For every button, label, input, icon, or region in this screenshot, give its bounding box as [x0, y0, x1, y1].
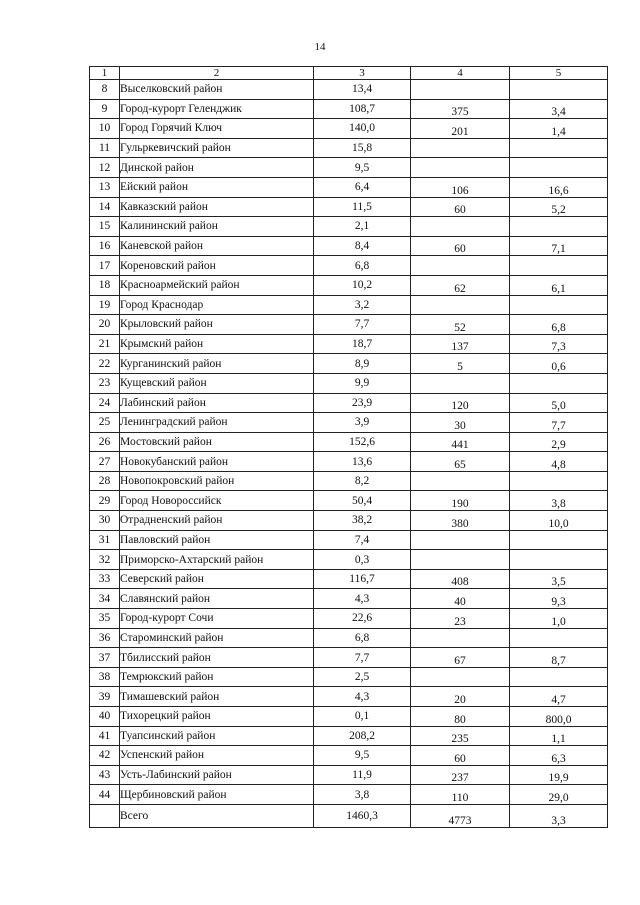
- value-col-3: 4,3: [314, 589, 411, 609]
- district-name: Город-курорт Сочи: [120, 609, 314, 629]
- total-col-4: 4773: [411, 804, 510, 827]
- total-row: [90, 804, 608, 827]
- value-col-5: [510, 471, 608, 491]
- value-col-4: 40: [411, 589, 510, 609]
- value-col-4: [411, 667, 510, 687]
- district-name: Кущевский район: [120, 373, 314, 393]
- value-col-4: [411, 217, 510, 237]
- row-number: 18: [90, 275, 120, 295]
- row-number: 13: [90, 177, 120, 197]
- table-row: [90, 138, 608, 158]
- district-name: Темрюкский район: [120, 667, 314, 687]
- table-row: [90, 648, 608, 668]
- value-col-5: 29,0: [510, 785, 608, 805]
- value-col-4: [411, 471, 510, 491]
- row-number: 39: [90, 687, 120, 707]
- value-col-5: 10,0: [510, 511, 608, 531]
- value-col-4: 408: [411, 569, 510, 589]
- table-header-row: [90, 67, 608, 80]
- value-col-5: [510, 295, 608, 315]
- district-name: Калининский район: [120, 217, 314, 237]
- table-row: [90, 471, 608, 491]
- value-col-3: 116,7: [314, 569, 411, 589]
- district-name: Северский район: [120, 569, 314, 589]
- table-row: [90, 334, 608, 354]
- value-col-4: [411, 530, 510, 550]
- value-col-5: [510, 158, 608, 178]
- value-col-4: 60: [411, 197, 510, 217]
- value-col-5: 4,8: [510, 452, 608, 472]
- table-row: [90, 589, 608, 609]
- district-name: Тимашевский район: [120, 687, 314, 707]
- value-col-4: 20: [411, 687, 510, 707]
- value-col-5: 7,7: [510, 413, 608, 433]
- value-col-4: [411, 550, 510, 570]
- value-col-3: 0,1: [314, 707, 411, 727]
- value-col-4: [411, 138, 510, 158]
- value-col-5: 800,0: [510, 707, 608, 727]
- district-name: Тбилисский район: [120, 648, 314, 668]
- total-label: Всего: [120, 804, 314, 827]
- row-number: 33: [90, 569, 120, 589]
- value-col-4: [411, 373, 510, 393]
- district-name: Новокубанский район: [120, 452, 314, 472]
- column-header-4: 4: [411, 67, 510, 80]
- district-name: Кавказский район: [120, 197, 314, 217]
- row-number: 36: [90, 628, 120, 648]
- value-col-4: 375: [411, 99, 510, 119]
- row-number: 21: [90, 334, 120, 354]
- value-col-5: 19,9: [510, 765, 608, 785]
- district-name: Крыловский район: [120, 315, 314, 335]
- row-number: 30: [90, 511, 120, 531]
- value-col-4: 190: [411, 491, 510, 511]
- value-col-3: 23,9: [314, 393, 411, 413]
- district-name: Тихорецкий район: [120, 707, 314, 727]
- row-number: 9: [90, 99, 120, 119]
- value-col-5: 1,0: [510, 609, 608, 629]
- value-col-3: 3,2: [314, 295, 411, 315]
- value-col-5: 7,3: [510, 334, 608, 354]
- row-number: 26: [90, 432, 120, 452]
- table-row: [90, 99, 608, 119]
- value-col-3: 22,6: [314, 609, 411, 629]
- row-number: 44: [90, 785, 120, 805]
- row-number: 29: [90, 491, 120, 511]
- value-col-5: 3,8: [510, 491, 608, 511]
- row-number: 16: [90, 236, 120, 256]
- value-col-3: 9,5: [314, 158, 411, 178]
- value-col-3: 38,2: [314, 511, 411, 531]
- value-col-3: 8,2: [314, 471, 411, 491]
- district-name: Щербиновский район: [120, 785, 314, 805]
- total-row-number: [90, 804, 120, 827]
- district-name: Город Новороссийск: [120, 491, 314, 511]
- value-col-3: 0,3: [314, 550, 411, 570]
- district-name: Мостовский район: [120, 432, 314, 452]
- value-col-5: 6,3: [510, 746, 608, 766]
- value-col-5: 1,1: [510, 726, 608, 746]
- table-row: [90, 295, 608, 315]
- value-col-5: [510, 80, 608, 100]
- value-col-4: 23: [411, 609, 510, 629]
- row-number: 27: [90, 452, 120, 472]
- district-name: Кореновский район: [120, 256, 314, 276]
- row-number: 40: [90, 707, 120, 727]
- table-row: [90, 354, 608, 374]
- column-header-3: 3: [314, 67, 411, 80]
- district-name: Город Горячий Ключ: [120, 119, 314, 139]
- value-col-4: 110: [411, 785, 510, 805]
- value-col-4: 235: [411, 726, 510, 746]
- table-row: [90, 315, 608, 335]
- table-row: [90, 765, 608, 785]
- value-col-3: 9,9: [314, 373, 411, 393]
- row-number: 15: [90, 217, 120, 237]
- row-number: 10: [90, 119, 120, 139]
- district-name: Туапсинский район: [120, 726, 314, 746]
- value-col-5: 6,1: [510, 275, 608, 295]
- row-number: 23: [90, 373, 120, 393]
- district-name: Крымский район: [120, 334, 314, 354]
- table-row: [90, 432, 608, 452]
- table-row: [90, 667, 608, 687]
- total-col-3: 1460,3: [314, 804, 411, 827]
- value-col-5: [510, 550, 608, 570]
- district-name: Ленинградский район: [120, 413, 314, 433]
- value-col-3: 10,2: [314, 275, 411, 295]
- table-row: [90, 177, 608, 197]
- district-name: Отрадненский район: [120, 511, 314, 531]
- data-table: [89, 66, 608, 828]
- row-number: 12: [90, 158, 120, 178]
- value-col-3: 3,8: [314, 785, 411, 805]
- value-col-4: 380: [411, 511, 510, 531]
- row-number: 17: [90, 256, 120, 276]
- value-col-4: 30: [411, 413, 510, 433]
- value-col-5: 7,1: [510, 236, 608, 256]
- value-col-5: 6,8: [510, 315, 608, 335]
- row-number: 25: [90, 413, 120, 433]
- value-col-5: 1,4: [510, 119, 608, 139]
- table-row: [90, 550, 608, 570]
- table-row: [90, 217, 608, 237]
- district-name: Город-курорт Геленджик: [120, 99, 314, 119]
- table-row: [90, 413, 608, 433]
- value-col-3: 11,9: [314, 765, 411, 785]
- value-col-3: 6,8: [314, 628, 411, 648]
- district-name: Красноармейский район: [120, 275, 314, 295]
- table-row: [90, 530, 608, 550]
- value-col-3: 9,5: [314, 746, 411, 766]
- value-col-4: [411, 628, 510, 648]
- value-col-5: [510, 256, 608, 276]
- value-col-3: 7,4: [314, 530, 411, 550]
- value-col-5: 0,6: [510, 354, 608, 374]
- table-row: [90, 609, 608, 629]
- district-name: Староминский район: [120, 628, 314, 648]
- value-col-3: 3,9: [314, 413, 411, 433]
- value-col-4: 106: [411, 177, 510, 197]
- table-row: [90, 373, 608, 393]
- table-row: [90, 511, 608, 531]
- table-row: [90, 256, 608, 276]
- value-col-4: [411, 80, 510, 100]
- table-row: [90, 785, 608, 805]
- district-name: Успенский район: [120, 746, 314, 766]
- value-col-3: 13,4: [314, 80, 411, 100]
- value-col-3: 18,7: [314, 334, 411, 354]
- value-col-3: 2,1: [314, 217, 411, 237]
- value-col-5: [510, 667, 608, 687]
- row-number: 32: [90, 550, 120, 570]
- table-row: [90, 491, 608, 511]
- value-col-4: 137: [411, 334, 510, 354]
- district-name: Город Краснодар: [120, 295, 314, 315]
- value-col-3: 6,8: [314, 256, 411, 276]
- table-row: [90, 393, 608, 413]
- district-name: Курганинский район: [120, 354, 314, 374]
- value-col-3: 4,3: [314, 687, 411, 707]
- value-col-5: 3,4: [510, 99, 608, 119]
- value-col-4: 201: [411, 119, 510, 139]
- row-number: 31: [90, 530, 120, 550]
- district-name: Динской район: [120, 158, 314, 178]
- column-header-5: 5: [510, 67, 608, 80]
- value-col-5: 8,7: [510, 648, 608, 668]
- value-col-3: 13,6: [314, 452, 411, 472]
- value-col-4: 237: [411, 765, 510, 785]
- row-number: 34: [90, 589, 120, 609]
- value-col-4: 62: [411, 275, 510, 295]
- table-row: [90, 628, 608, 648]
- value-col-4: 5: [411, 354, 510, 374]
- value-col-4: [411, 256, 510, 276]
- row-number: 19: [90, 295, 120, 315]
- row-number: 28: [90, 471, 120, 491]
- district-name: Каневской район: [120, 236, 314, 256]
- district-name: Ейский район: [120, 177, 314, 197]
- table-row: [90, 158, 608, 178]
- value-col-4: [411, 295, 510, 315]
- total-col-5: 3,3: [510, 804, 608, 827]
- value-col-3: 50,4: [314, 491, 411, 511]
- row-number: 8: [90, 80, 120, 100]
- value-col-5: 5,2: [510, 197, 608, 217]
- table-row: [90, 197, 608, 217]
- value-col-3: 7,7: [314, 315, 411, 335]
- row-number: 35: [90, 609, 120, 629]
- district-name: Лабинский район: [120, 393, 314, 413]
- value-col-3: 7,7: [314, 648, 411, 668]
- row-number: 11: [90, 138, 120, 158]
- table-row: [90, 236, 608, 256]
- district-name: Павловский район: [120, 530, 314, 550]
- district-name: Приморско-Ахтарский район: [120, 550, 314, 570]
- value-col-3: 15,8: [314, 138, 411, 158]
- value-col-3: 140,0: [314, 119, 411, 139]
- value-col-3: 6,4: [314, 177, 411, 197]
- value-col-4: 441: [411, 432, 510, 452]
- value-col-4: 80: [411, 707, 510, 727]
- table-row: [90, 569, 608, 589]
- value-col-5: 5,0: [510, 393, 608, 413]
- district-name: Гульркевичский район: [120, 138, 314, 158]
- value-col-3: 108,7: [314, 99, 411, 119]
- district-name: Выселковский район: [120, 80, 314, 100]
- table-row: [90, 452, 608, 472]
- value-col-3: 11,5: [314, 197, 411, 217]
- table-row: [90, 707, 608, 727]
- value-col-5: 4,7: [510, 687, 608, 707]
- row-number: 14: [90, 197, 120, 217]
- row-number: 42: [90, 746, 120, 766]
- district-name: Новопокровский район: [120, 471, 314, 491]
- table-row: [90, 687, 608, 707]
- table-row: [90, 726, 608, 746]
- value-col-3: 2,5: [314, 667, 411, 687]
- value-col-3: 8,4: [314, 236, 411, 256]
- district-name: Славянский район: [120, 589, 314, 609]
- value-col-3: 208,2: [314, 726, 411, 746]
- value-col-5: 16,6: [510, 177, 608, 197]
- column-header-2: 2: [120, 67, 314, 80]
- value-col-5: [510, 217, 608, 237]
- value-col-4: 60: [411, 746, 510, 766]
- value-col-3: 152,6: [314, 432, 411, 452]
- row-number: 38: [90, 667, 120, 687]
- row-number: 37: [90, 648, 120, 668]
- value-col-4: 65: [411, 452, 510, 472]
- row-number: 24: [90, 393, 120, 413]
- table-row: [90, 119, 608, 139]
- value-col-5: [510, 138, 608, 158]
- table-row: [90, 746, 608, 766]
- value-col-5: 9,3: [510, 589, 608, 609]
- value-col-5: [510, 628, 608, 648]
- value-col-4: 67: [411, 648, 510, 668]
- row-number: 22: [90, 354, 120, 374]
- value-col-4: 120: [411, 393, 510, 413]
- table-row: [90, 275, 608, 295]
- value-col-5: [510, 530, 608, 550]
- value-col-3: 8,9: [314, 354, 411, 374]
- value-col-5: [510, 373, 608, 393]
- table-row: [90, 80, 608, 100]
- district-name: Усть-Лабинский район: [120, 765, 314, 785]
- value-col-5: 3,5: [510, 569, 608, 589]
- row-number: 41: [90, 726, 120, 746]
- value-col-4: 52: [411, 315, 510, 335]
- value-col-5: 2,9: [510, 432, 608, 452]
- value-col-4: 60: [411, 236, 510, 256]
- column-header-1: 1: [90, 67, 120, 80]
- row-number: 43: [90, 765, 120, 785]
- row-number: 20: [90, 315, 120, 335]
- value-col-4: [411, 158, 510, 178]
- page-number: 14: [314, 41, 326, 53]
